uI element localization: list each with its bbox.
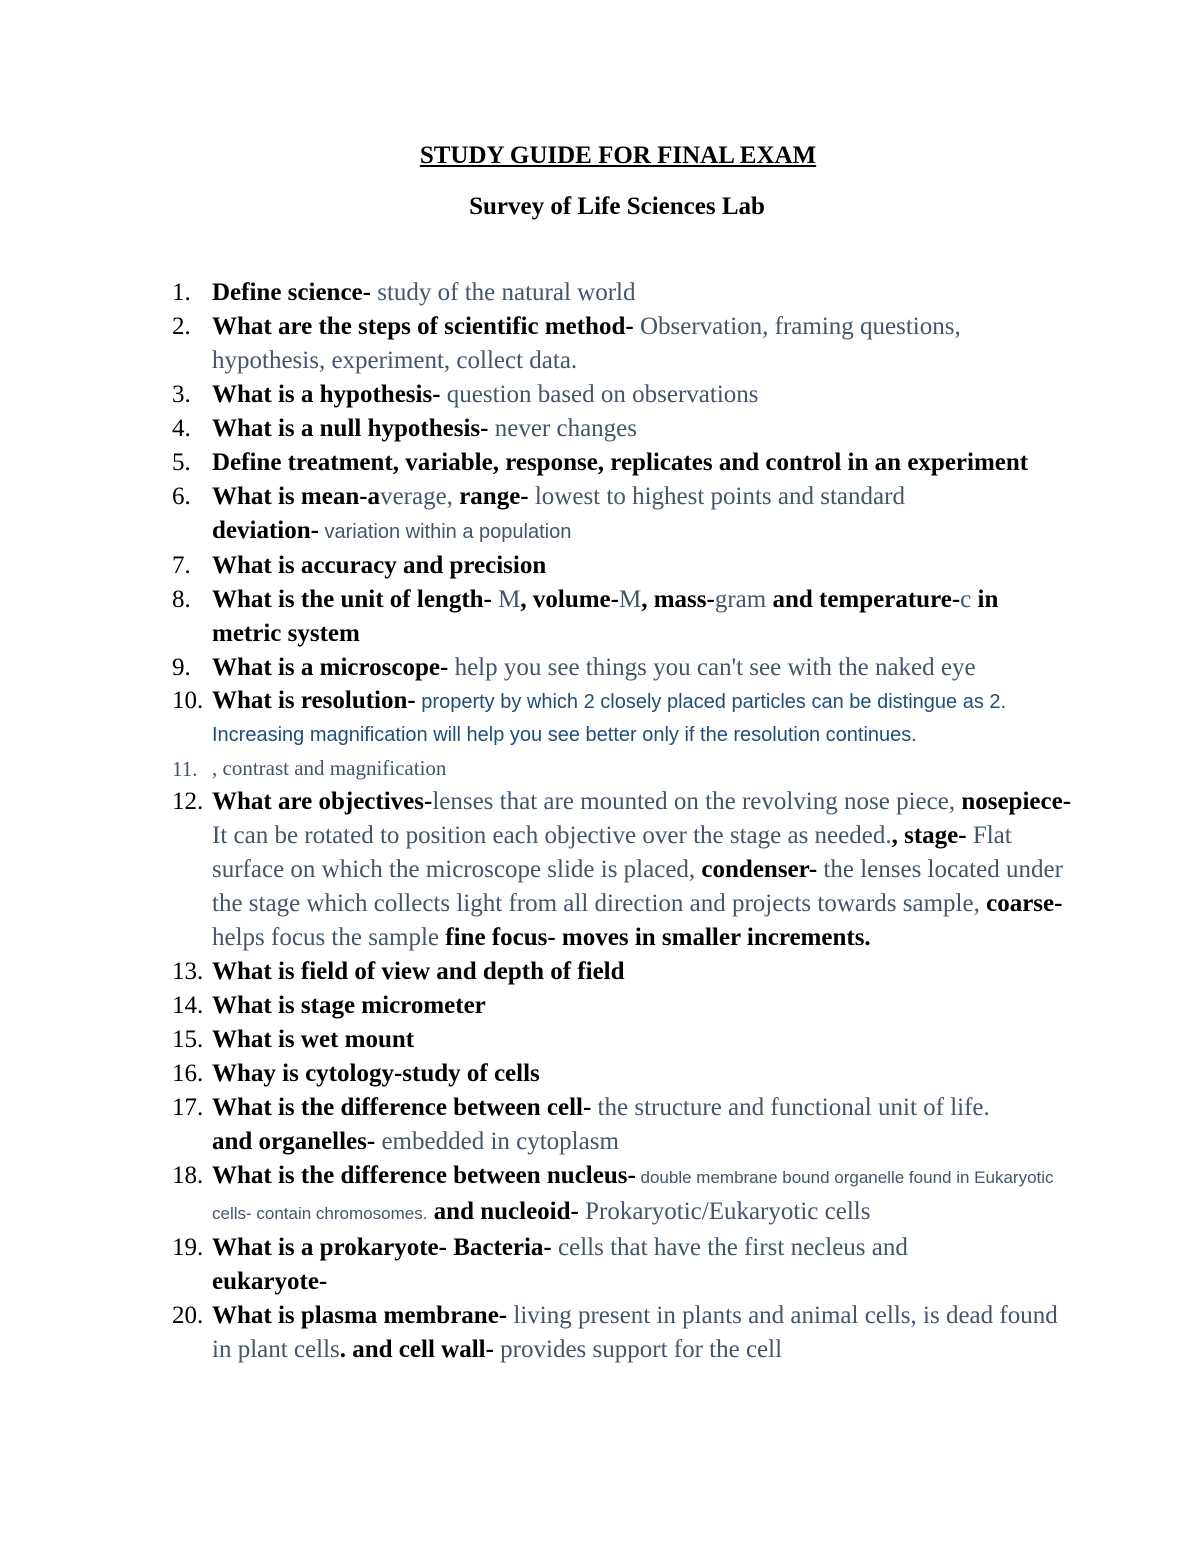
answer-text: c [960,586,972,613]
item-number: 3. [172,381,191,408]
question-text: , stage- [891,822,967,849]
question-text: , volume- [520,586,619,613]
question-text: What is mean-a [212,483,381,510]
question-text: deviation- [212,517,319,544]
answer-text: , contrast and magnification [212,756,447,780]
list-item [172,1159,1072,1231]
answer-text: M [491,586,521,613]
list-item [172,446,1072,480]
item-number: 15. [172,1026,204,1053]
question-text: What is the difference between cell- [212,1094,592,1121]
question-text: What is plasma membrane- [212,1302,508,1329]
item-number: 4. [172,415,191,442]
page-subtitle: Survey of Life Sciences Lab [469,193,765,220]
item-number: 7. [172,552,191,579]
answer-text: lowest to highest points and standard [528,483,905,510]
answer-text: embedded in cytoplasm [375,1128,619,1155]
question-text: What is stage micrometer [212,992,486,1019]
list-item [172,651,1072,685]
question-text: and organelles- [212,1128,376,1155]
question-text: nosepiece- [955,788,1072,815]
item-number: 19. [172,1234,204,1261]
list-item [172,751,1072,785]
question-text: Define treatment, variable, response, replicates and control in an experiment [212,449,1029,476]
question-text: What is a microscope- [212,654,449,681]
question-text: and nucleoid- [427,1198,579,1225]
answer-text: Prokaryotic/Eukaryotic cells [578,1198,871,1225]
question-text: eukaryote- [212,1268,328,1295]
question-text: Whay is cytology-study of cells [212,1060,540,1087]
item-number: 2. [172,313,191,340]
question-text: What is resolution- [212,687,416,714]
item-number: 11. [172,757,198,781]
question-list [172,276,1072,1367]
question-text: What is a hypothesis- [212,381,441,408]
list-item [172,685,1072,751]
item-number: 13. [172,958,204,985]
item-number: 1. [172,279,191,306]
answer-text: cells that have the first necleus and [551,1234,908,1261]
question-text: What is field of view and depth of field [212,958,625,985]
answer-text: Observation, framing questions, hypothesis, experiment, collect data. [212,313,961,374]
answer-text: never changes [488,415,638,442]
question-text: What is the difference between nucleus- [212,1162,636,1189]
question-text: condenser- [695,856,818,883]
item-number: 14. [172,992,204,1019]
item-number: 5. [172,449,191,476]
list-item [172,1057,1072,1091]
list-item [172,1231,1072,1299]
list-item [172,276,1072,310]
answer-text: the lenses located under the stage which collects light from all direction and projects towards sample, [212,856,1063,917]
question-text: . and cell wall- [339,1336,494,1363]
question-text: Define science- [212,279,371,306]
question-text: , mass- [641,586,715,613]
question-text: coarse- [979,890,1063,917]
question-text: What are objectives- [212,788,433,815]
question-text: fine focus- moves in smaller increments. [439,924,871,951]
answer-text: double membrane bound organelle found in Eukaryotic cells- contain chromosomes. [212,1168,1054,1223]
answer-text: helps focus the sample [212,924,440,951]
item-number: 17. [172,1094,204,1121]
item-number: 16. [172,1060,204,1087]
list-item [172,412,1072,446]
question-text: What is accuracy and precision [212,552,547,579]
item-number: 18. [172,1162,204,1189]
answer-text: living present in plants and animal cells, is dead found in plant cells [212,1302,1058,1363]
list-item [172,549,1072,583]
list-item [172,480,1072,549]
question-text: What are the steps of scientific method- [212,313,634,340]
question-text: What is a prokaryote- Bacteria- [212,1234,552,1261]
answer-text: verage, [380,483,453,510]
question-text: in metric system [212,586,999,647]
item-number: 6. [172,483,191,510]
answer-text: question based on observations [440,381,759,408]
item-number: 20. [172,1302,204,1329]
question-text: range- [452,483,529,510]
item-number: 12. [172,788,204,815]
question-text: What is wet mount [212,1026,415,1053]
list-item [172,378,1072,412]
answer-text: It can be rotated to position each objective over the stage as needed. [212,822,892,849]
answer-text: property by which 2 closely placed particles can be distingue as 2. Increasing magnification will help you see better only if the resolution continues. [212,691,1007,746]
answer-text: gram [714,586,767,613]
question-text: What is a null hypothesis- [212,415,489,442]
list-item [172,785,1072,955]
answer-text: study of the natural world [370,279,636,306]
answer-text: Flat surface on which the microscope slide is placed, [212,822,1012,883]
list-item [172,1023,1072,1057]
answer-text: the structure and functional unit of life. [591,1094,990,1121]
answer-text: provides support for the cell [493,1336,783,1363]
question-text: What is the unit of length- [212,586,492,613]
item-number: 9. [172,654,191,681]
item-number: 10. [172,687,204,714]
list-item [172,1091,1072,1159]
list-item [172,310,1072,378]
question-text: and temperature- [766,586,961,613]
list-item [172,955,1072,989]
list-item [172,989,1072,1023]
answer-text: lenses that are mounted on the revolving nose piece, [432,788,956,815]
list-item [172,583,1072,651]
answer-text: variation within a population [318,521,572,543]
item-number: 8. [172,586,191,613]
page-title: STUDY GUIDE FOR FINAL EXAM [419,142,817,169]
list-item [172,1299,1072,1367]
answer-text: M [618,586,642,613]
answer-text: help you see things you can't see with the naked eye [448,654,976,681]
